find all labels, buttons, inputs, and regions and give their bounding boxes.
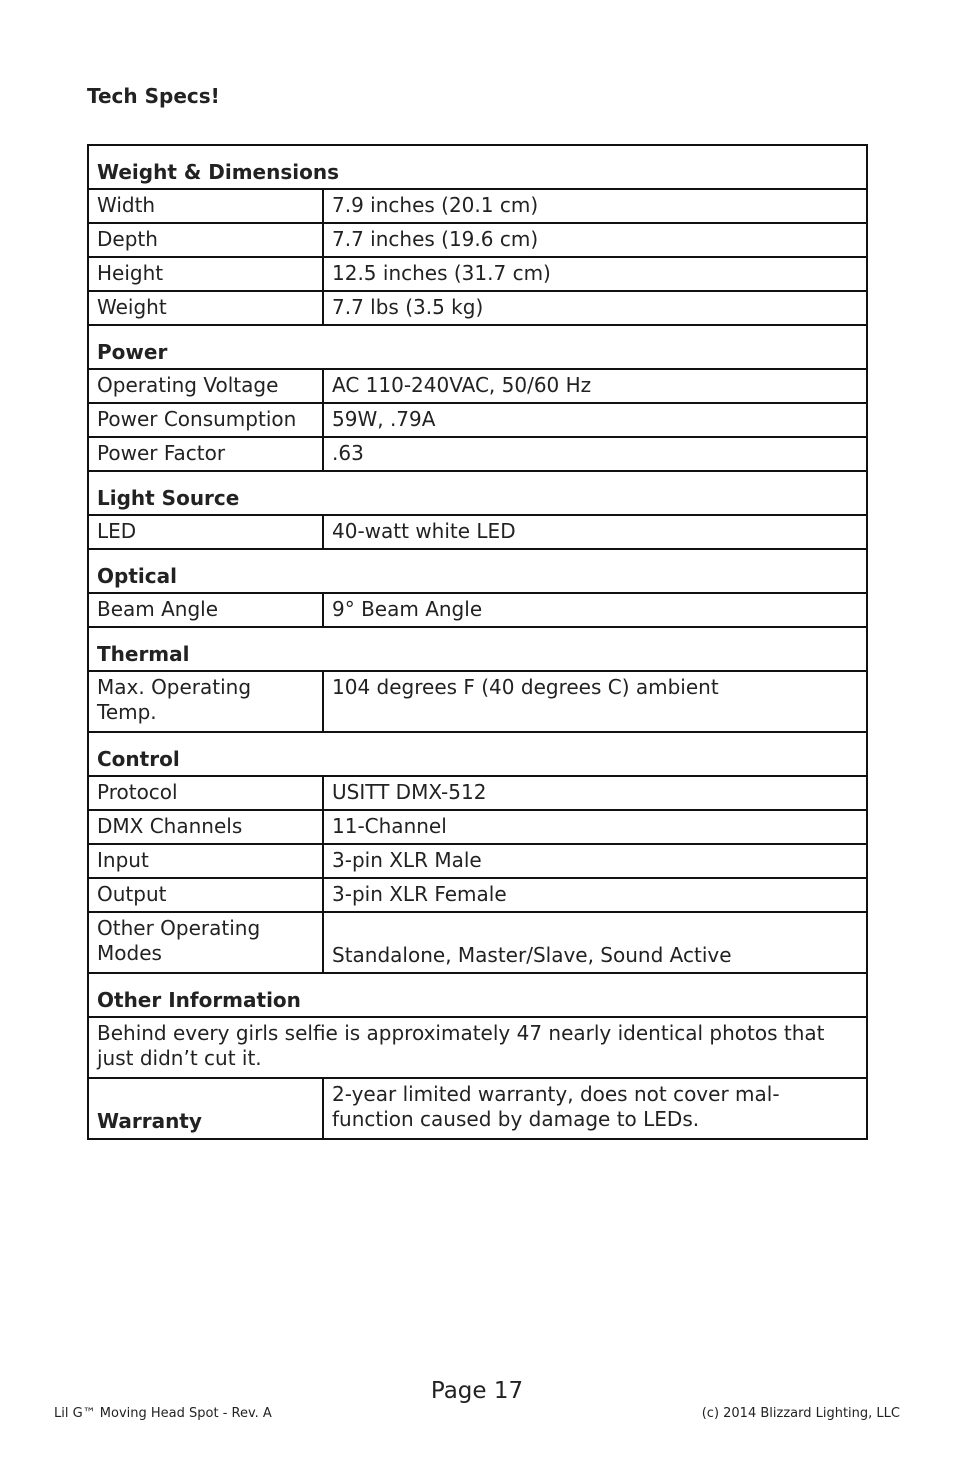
spec-label: Protocol: [88, 776, 323, 810]
spec-label: Power Factor: [88, 437, 323, 471]
tech-specs-table: [87, 144, 868, 1140]
page-number: Page 17: [430, 1378, 524, 1404]
table-row: [88, 369, 867, 403]
table-row: [88, 593, 867, 627]
table-row: [88, 223, 867, 257]
table-row: [88, 810, 867, 844]
spec-label: Weight: [88, 291, 323, 325]
table-row: [88, 776, 867, 810]
section-header-row: [88, 549, 867, 593]
table-row: [88, 257, 867, 291]
spec-value: 11-Channel: [323, 810, 867, 844]
spec-label: Output: [88, 878, 323, 912]
spec-value: 7.7 inches (19.6 cm): [323, 223, 867, 257]
section-header-row: [88, 325, 867, 369]
table-row: [88, 515, 867, 549]
section-title-thermal: Thermal: [88, 627, 867, 671]
spec-label: Depth: [88, 223, 323, 257]
spec-label: Beam Angle: [88, 593, 323, 627]
spec-value: 3-pin XLR Female: [323, 878, 867, 912]
spec-value: .63: [323, 437, 867, 471]
spec-value: 104 degrees F (40 degrees C) ambient: [323, 671, 867, 732]
section-header-row: [88, 627, 867, 671]
section-title-other-information: Other Information: [88, 973, 867, 1017]
table-row: [88, 1078, 867, 1139]
spec-value: 12.5 inches (31.7 cm): [323, 257, 867, 291]
table-row: [88, 1017, 867, 1078]
spec-label: Height: [88, 257, 323, 291]
section-title-optical: Optical: [88, 549, 867, 593]
section-title-light-source: Light Source: [88, 471, 867, 515]
warranty-value: 2-year limited warranty, does not cover mal-function caused by damage to LEDs.: [323, 1078, 867, 1139]
spec-label: LED: [88, 515, 323, 549]
table-row: [88, 437, 867, 471]
table-row: [88, 844, 867, 878]
other-info-note: Behind every girls selfie is approximately 47 nearly identical photos that just didn’t cut it.: [88, 1017, 867, 1078]
spec-value: 7.7 lbs (3.5 kg): [323, 291, 867, 325]
spec-value: AC 110-240VAC, 50/60 Hz: [323, 369, 867, 403]
spec-label: Max. Operating Temp.: [88, 671, 323, 732]
table-row: [88, 878, 867, 912]
section-header-row: [88, 732, 867, 776]
spec-value: 9° Beam Angle: [323, 593, 867, 627]
table-row: [88, 403, 867, 437]
spec-value: USITT DMX-512: [323, 776, 867, 810]
table-row: [88, 671, 867, 732]
table-row: [88, 291, 867, 325]
section-title-power: Power: [88, 325, 867, 369]
spec-value: Standalone, Master/Slave, Sound Active: [323, 912, 867, 973]
section-title-weight-dimensions: Weight & Dimensions: [88, 145, 867, 189]
spec-label: DMX Channels: [88, 810, 323, 844]
spec-label: Other Operating Modes: [88, 912, 323, 973]
footer-product-name: Lil G™ Moving Head Spot - Rev. A: [54, 1406, 272, 1421]
table-row: [88, 189, 867, 223]
spec-label: Width: [88, 189, 323, 223]
spec-value: 59W, .79A: [323, 403, 867, 437]
section-header-row: [88, 471, 867, 515]
spec-value: 3-pin XLR Male: [323, 844, 867, 878]
spec-label: Operating Voltage: [88, 369, 323, 403]
section-header-row: [88, 973, 867, 1017]
spec-value: 40-watt white LED: [323, 515, 867, 549]
spec-value: 7.9 inches (20.1 cm): [323, 189, 867, 223]
section-title-control: Control: [88, 732, 867, 776]
section-header-row: [88, 145, 867, 189]
table-row: [88, 912, 867, 973]
spec-label: Input: [88, 844, 323, 878]
spec-label: Power Consumption: [88, 403, 323, 437]
page-heading: Tech Specs!: [87, 84, 220, 108]
footer-copyright: (c) 2014 Blizzard Lighting, LLC: [701, 1406, 900, 1421]
warranty-label: Warranty: [88, 1078, 323, 1139]
